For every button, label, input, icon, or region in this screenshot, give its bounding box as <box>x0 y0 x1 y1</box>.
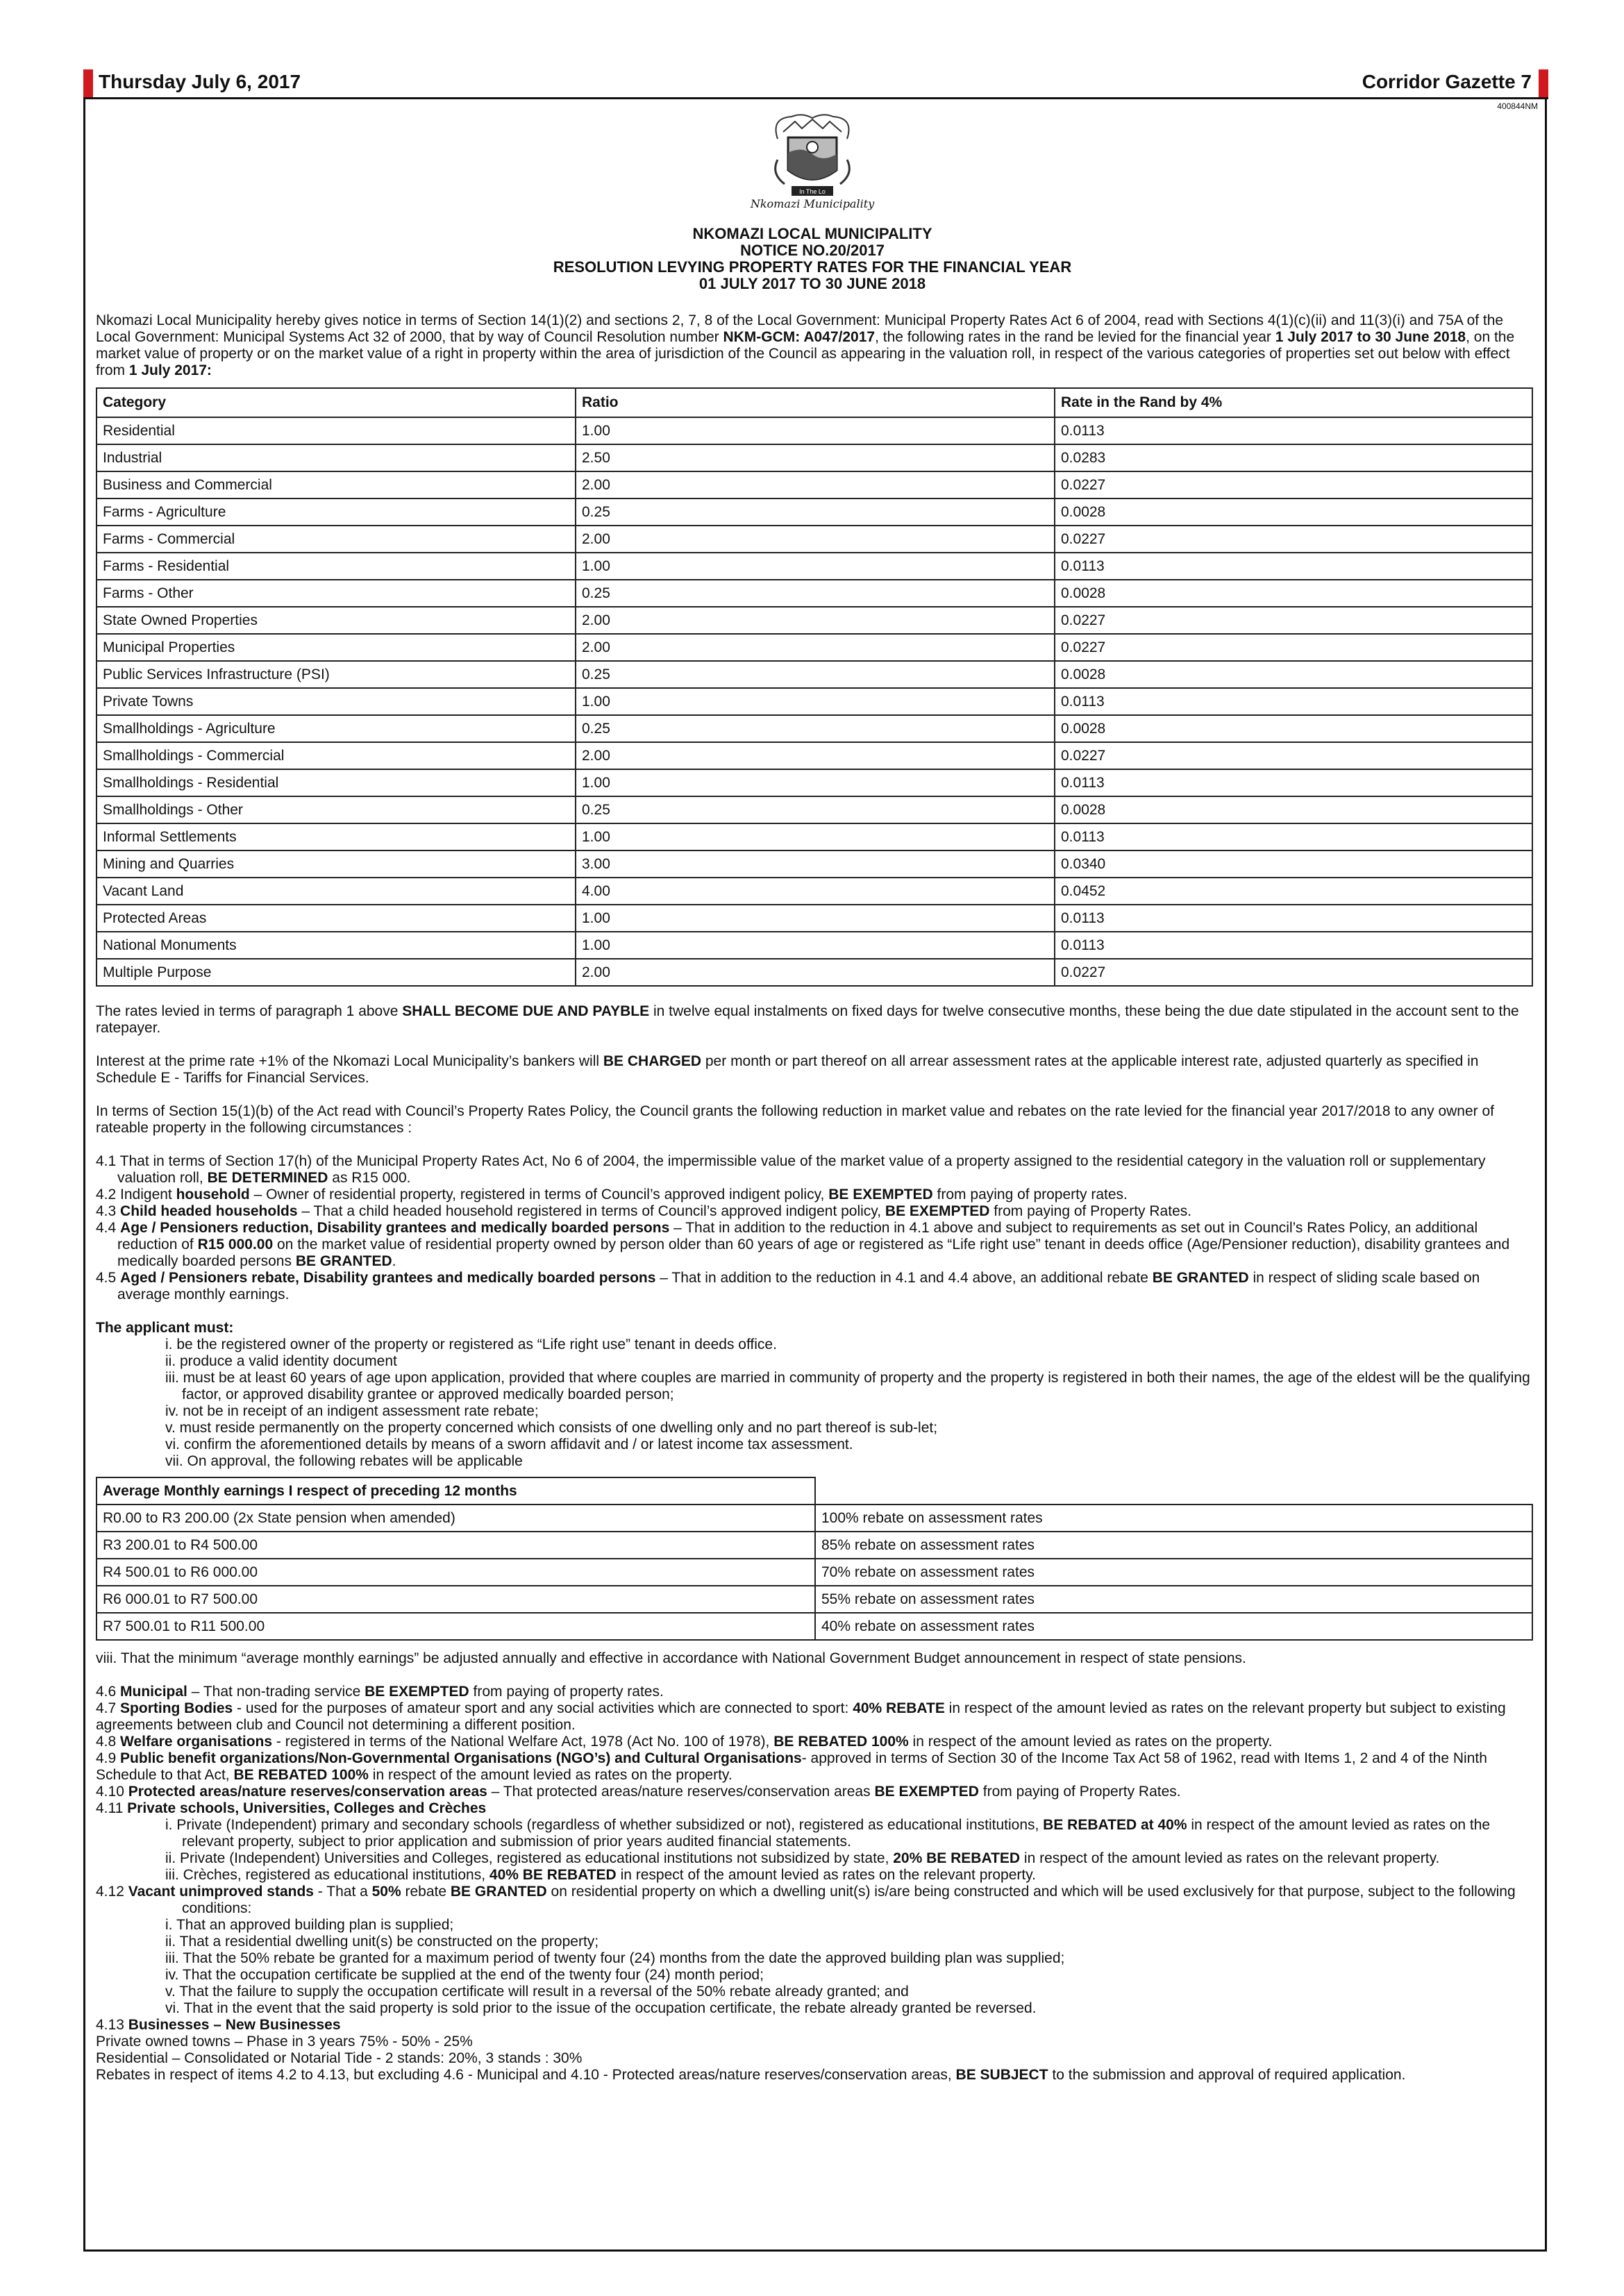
applicant-condition: iii. must be at least 60 years of age upon application, provided that where couples are married in community of property and the property is registered in both their names, the age of the eldest will be the qualifying factor, or approved disability grantee or approved medically boarded person; <box>165 1370 1530 1402</box>
table-row: Private Towns 1.00 0.0113 <box>97 688 1532 715</box>
table-row: Farms - Other 0.25 0.0028 <box>97 580 1532 607</box>
item-4-11: 4.11 Private schools, Universities, Colleges and Crèches <box>96 1800 487 1816</box>
applicant-condition: vi. confirm the aforementioned details by means of a sworn affidavit and / or latest income tax assessment. <box>165 1436 853 1452</box>
item-4-12-condition: i. That an approved building plan is supplied; <box>165 1917 454 1933</box>
item-4-13: 4.13 Businesses – New Businesses <box>96 2017 341 2033</box>
table-row: Multiple Purpose 2.00 0.0227 <box>97 959 1532 986</box>
header-date: Thursday July 6, 2017 <box>99 71 301 92</box>
applicant-condition: vii. On approval, the following rebates will be applicable <box>165 1453 523 1469</box>
table-header-row <box>97 1477 1532 1505</box>
item-4-11-i: i. Private (Independent) primary and secondary schools (regardless of whether subsidized or not), registered as educational institutions, BE REBATED at 40% in respect of the amount levied as rates on the relevant property, subject to prior application and submission of prior years audited financial statements. <box>165 1817 1491 1850</box>
table-row: Farms - Commercial 2.00 0.0227 <box>97 526 1532 553</box>
table-row: Business and Commercial 2.00 0.0227 <box>97 471 1532 498</box>
table-row: Informal Settlements 1.00 0.0113 <box>97 823 1532 850</box>
item-4-12-condition: iii. That the 50% rebate be granted for a maximum period of twenty four (24) months from the date the approved building plan was supplied; <box>165 1950 1065 1966</box>
item-4-12-condition: iv. That the occupation certificate be supplied at the end of the twenty four (24) month period; <box>165 1967 764 1983</box>
rebate-table-header: Average Monthly earnings I respect of preceding 12 months <box>97 1477 815 1505</box>
item-4-11-iii: iii. Crèches, registered as educational institutions, 40% BE REBATED in respect of the amount levied as rates on the relevant property. <box>165 1867 1037 1883</box>
page-header <box>83 69 1548 97</box>
table-row: R6 000.01 to R7 500.00 55% rebate on assessment rates <box>97 1586 1532 1613</box>
item-viii: viii. That the minimum “average monthly earnings” be adjusted annually and effective in accordance with National Government Budget announcement in respect of state pensions. <box>96 1650 1246 1666</box>
item-4-9: 4.9 Public benefit organizations/Non-Governmental Organisations (NGO’s) and Cultural Organisations- approved in terms of Section 30 of the Income Tax Act 58 of 1962, read with Items 1, 2 and 4 of the Ninth Schedule to that Act, BE REBATED 100% in respect of the amount levied as rates on the property. <box>96 1750 1487 1783</box>
header-publication: Corridor Gazette 7 <box>1362 71 1532 92</box>
table-row: R4 500.01 to R6 000.00 70% rebate on assessment rates <box>97 1559 1532 1586</box>
column-header-rate: Rate in the Rand by 4% <box>1055 388 1532 417</box>
applicant-condition: ii. produce a valid identity document <box>165 1353 397 1369</box>
table-row: R3 200.01 to R4 500.00 85% rebate on assessment rates <box>97 1532 1532 1559</box>
due-paragraph: The rates levied in terms of paragraph 1 above SHALL BECOME DUE AND PAYBLE in twelve equal instalments on fixed days for twelve consecutive months, these being the due date stipulated in the account sent to the ratepayer. <box>96 1003 1519 1036</box>
item-4-6: 4.6 Municipal – That non-trading service BE EXEMPTED from paying of property rates. <box>96 1684 664 1700</box>
table-row: Public Services Infrastructure (PSI) 0.25 0.0028 <box>97 661 1532 688</box>
notice-title-line: NKOMAZI LOCAL MUNICIPALITY <box>692 225 932 242</box>
table-row: Vacant Land 4.00 0.0452 <box>97 878 1532 905</box>
table-row: Protected Areas 1.00 0.0113 <box>97 905 1532 932</box>
ad-reference-code: 400844NM <box>1497 101 1538 111</box>
item-4-10: 4.10 Protected areas/nature reserves/conservation areas – That protected areas/nature reserves/conservation areas BE EXEMPTED from paying of Property Rates. <box>96 1784 1181 1800</box>
item-4-2: 4.2 Indigent household – Owner of residential property, registered in terms of Council’s approved indigent policy, BE EXEMPTED from paying of property rates. <box>96 1187 1128 1203</box>
property-rates-table <box>96 387 1533 987</box>
interest-paragraph: Interest at the prime rate +1% of the Nkomazi Local Municipality’s bankers will BE CHARGED per month or part thereof on all arrear assessment rates at the applicable interest rate, adjusted quarterly as specified in Schedule E - Tariffs for Financial Services. <box>96 1053 1479 1086</box>
applicant-heading: The applicant must: <box>96 1320 234 1336</box>
notice-title-line: RESOLUTION LEVYING PROPERTY RATES FOR THE FINANCIAL YEAR <box>553 258 1072 276</box>
item-4-13-line: Private owned towns – Phase in 3 years 75% - 50% - 25% <box>96 2034 473 2050</box>
table-row: Industrial 2.50 0.0283 <box>97 444 1532 471</box>
intro-paragraph: Nkomazi Local Municipality hereby gives notice in terms of Section 14(1)(2) and sections 2, 7, 8 of the Local Government: Municipal Property Rates Act 6 of 2004, read with Sections 4(1)(c)(ii) and 11(3)(i) and 75A of the Local Government: Municipal Systems Act 32 of 2000, that by way of Council Resolution number NKM-GCM: A047/2017, the following rates in the rand be levied for the financial year 1 July 2017 to 30 June 2018, on the market value of property or on the market value of a right in property within the area of jurisdiction of the Council as appearing in the valuation roll, in respect of the various categories of properties set out below with effect from 1 July 2017: <box>96 312 1515 378</box>
notice-title-line: NOTICE NO.20/2017 <box>740 242 885 259</box>
item-4-8: 4.8 Welfare organisations - registered in terms of the National Welfare Act, 1978 (Act No. 100 of 1978), BE REBATED 100% in respect of the amount levied as rates on the property. <box>96 1734 1273 1750</box>
table-row: Farms - Residential 1.00 0.0113 <box>97 553 1532 580</box>
crest-caption: Nkomazi Municipality <box>750 197 875 210</box>
notice-body <box>96 312 1533 2084</box>
table-row: Municipal Properties 2.00 0.0227 <box>97 634 1532 661</box>
header-accent-bar-left <box>83 69 93 97</box>
item-4-12-condition: v. That the failure to supply the occupation certificate will result in a reversal of the 50% rebate already granted; and <box>165 1984 909 2000</box>
table-row: R0.00 to R3 200.00 (2x State pension when amended) 100% rebate on assessment rates <box>97 1505 1532 1532</box>
column-header-category: Category <box>97 388 576 417</box>
table-row: Mining and Quarries 3.00 0.0340 <box>97 850 1532 878</box>
notice-title-block <box>97 226 1527 292</box>
header-accent-bar-right <box>1539 69 1548 97</box>
item-4-13-line: Rebates in respect of items 4.2 to 4.13, but excluding 4.6 - Municipal and 4.10 - Protected areas/nature reserves/conservation areas, BE SUBJECT to the submission and approval of required application. <box>96 2067 1406 2083</box>
table-header-row <box>97 388 1532 417</box>
item-4-13-line: Residential – Consolidated or Notarial Tide - 2 stands: 20%, 3 stands : 30% <box>96 2050 583 2066</box>
applicant-condition: v. must reside permanently on the property concerned which consists of one dwelling only and no part thereof is sub-let; <box>165 1420 938 1436</box>
item-4-1: 4.1 That in terms of Section 17(h) of the Municipal Property Rates Act, No 6 of 2004, the impermissible value of the market value of a property assigned to the residential category in the valuation roll or supplementary valuation roll, BE DETERMINED as R15 000. <box>96 1153 1486 1186</box>
table-row: Smallholdings - Residential 1.00 0.0113 <box>97 769 1532 796</box>
table-row: Residential 1.00 0.0113 <box>97 417 1532 444</box>
table-row: R7 500.01 to R11 500.00 40% rebate on assessment rates <box>97 1613 1532 1640</box>
item-4-11-ii: ii. Private (Independent) Universities and Colleges, registered as educational institutions not subsidized by state, 20% BE REBATED in respect of the amount levied as rates on the relevant property. <box>165 1850 1440 1866</box>
notice-title-line: 01 JULY 2017 TO 30 JUNE 2018 <box>698 275 926 292</box>
item-4-3: 4.3 Child headed households – That a child headed household registered in terms of Council’s approved indigent policy, BE EXEMPTED from paying of Property Rates. <box>96 1203 1192 1219</box>
table-row: Smallholdings - Agriculture 0.25 0.0028 <box>97 715 1532 742</box>
item-4-12-condition: vi. That in the event that the said property is sold prior to the issue of the occupation certificate, the rebate already granted be reversed. <box>165 2000 1037 2016</box>
item-4-4: 4.4 Age / Pensioners reduction, Disability grantees and medically boarded persons – That in addition to the reduction in 4.1 above and subject to requirements as set out in Council’s Rates Policy, an additional reduction of R15 000.00 on the market value of residential property owned by person older than 60 years of age or registered as “Life right use” tenant in deeds office (Age/Pensioner reduction), disability grantees and medically boarded persons BE GRANTED. <box>96 1220 1510 1269</box>
crest-motto: In The Lo <box>799 188 826 195</box>
table-row: National Monuments 1.00 0.0113 <box>97 932 1532 959</box>
table-row: State Owned Properties 2.00 0.0227 <box>97 607 1532 634</box>
column-header-ratio: Ratio <box>576 388 1055 417</box>
table-row: Farms - Agriculture 0.25 0.0028 <box>97 498 1532 526</box>
applicant-condition: iv. not be in receipt of an indigent assessment rate rebate; <box>165 1403 539 1419</box>
rebate-table <box>96 1477 1533 1641</box>
reduction-paragraph: In terms of Section 15(1)(b) of the Act read with Council’s Property Rates Policy, the Council grants the following reduction in market value and rebates on the rate levied for the financial year 2017/2018 to any owner of rateable property in the following circumstances : <box>96 1103 1494 1136</box>
item-4-12: 4.12 Vacant unimproved stands - That a 50% rebate BE GRANTED on residential property on which a dwelling unit(s) is/are being constructed and which will be used exclusively for that purpose, subject to the following conditions: <box>96 1884 1516 1916</box>
item-4-7: 4.7 Sporting Bodies - used for the purposes of amateur sport and any social activities which are connected to sport: 40% REBATE in respect of the amount levied as rates on the relevant property but subject to existing agreements between club and Council not determining a different position. <box>96 1700 1506 1733</box>
table-row: Smallholdings - Commercial 2.00 0.0227 <box>97 742 1532 769</box>
item-4-5: 4.5 Aged / Pensioners rebate, Disability grantees and medically boarded persons – That in addition to the reduction in 4.1 and 4.4 above, an additional rebate BE GRANTED in respect of sliding scale based on average monthly earnings. <box>96 1270 1480 1302</box>
applicant-condition: i. be the registered owner of the property or registered as “Life right use” tenant in deeds office. <box>165 1336 777 1352</box>
table-row: Smallholdings - Other 0.25 0.0028 <box>97 796 1532 823</box>
item-4-12-condition: ii. That a residential dwelling unit(s) be constructed on the property; <box>165 1934 599 1950</box>
